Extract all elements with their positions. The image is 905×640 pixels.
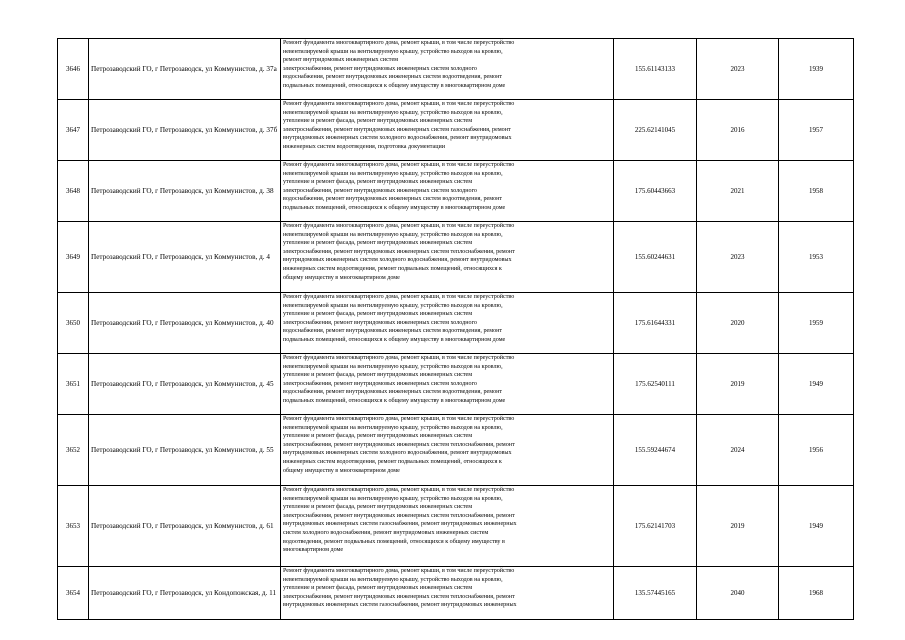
works-line: невентилируемой крыши на вентилируемую крышу, устройство выходов на кровлю, (283, 170, 503, 177)
cost-cell: 155.60244631 (614, 222, 697, 293)
table-row (58, 293, 854, 354)
works-line: утепление и ремонт фасада, ремонт внутридомовых инженерных систем (283, 240, 473, 247)
repair-table (57, 38, 854, 620)
table-body (58, 39, 854, 620)
works-line: ремонт внутридомовых инженерных систем (283, 57, 398, 64)
works-cell (281, 567, 614, 620)
works-line: водоснабжения, ремонт внутридомовых инженерных систем водоотведения, ремонт (283, 74, 503, 81)
build-year-cell: 1968 (779, 567, 854, 620)
table-row (58, 354, 854, 415)
works-line: водоснабжения, ремонт внутридомовых инженерных систем водоотведения, ремонт (283, 328, 503, 335)
works-line: Ремонт фундамента многоквартирного дома, ремонт крыши, в том числе переустройство (283, 416, 515, 422)
works-line: Ремонт фундамента многоквартирного дома, ремонт крыши, в том числе переустройство (283, 101, 515, 107)
works-line: Ремонт фундамента многоквартирного дома, ремонт крыши, в том числе переустройство (283, 487, 515, 493)
build-year-cell: 1953 (779, 222, 854, 293)
works-line: инженерных систем водоотведения, ремонт подвальных помещений, относящихся к (283, 265, 502, 272)
build-year-cell: 1958 (779, 161, 854, 222)
works-line: общему имуществу в многоквартирном доме (283, 467, 400, 474)
address-cell: Петрозаводский ГО, г Петрозаводск, ул Коммунистов, д. 37б (89, 100, 281, 161)
works-line: Ремонт фундамента многоквартирного дома, ремонт крыши, в том числе переустройство (283, 162, 515, 168)
works-line: Ремонт фундамента многоквартирного дома, ремонт крыши, в том числе переустройство (283, 568, 515, 574)
works-line: внутридомовых инженерных систем газоснабжения, ремонт внутридомовых инженерных (283, 521, 517, 528)
works-line: невентилируемой крыши на вентилируемую крышу, устройство выходов на кровлю, (283, 48, 503, 55)
works-cell (281, 293, 614, 354)
works-line: электроснабжения, ремонт внутридомовых инженерных систем холодного (283, 65, 477, 72)
works-cell (281, 486, 614, 567)
cost-cell: 175.60443663 (614, 161, 697, 222)
works-line: невентилируемой крыши на вентилируемую крышу, устройство выходов на кровлю, (283, 363, 503, 370)
works-line: электроснабжения, ремонт внутридомовых инженерных систем теплоснабжения, ремонт (283, 512, 515, 519)
build-year-cell: 1939 (779, 39, 854, 100)
repair-year-cell: 2024 (697, 415, 779, 486)
address-cell: Петрозаводский ГО, г Петрозаводск, ул Коммунистов, д. 37а (89, 39, 281, 100)
repair-year-cell: 2023 (697, 222, 779, 293)
address-cell: Петрозаводский ГО, г Петрозаводск, ул Коммунистов, д. 38 (89, 161, 281, 222)
works-line: подвальных помещений, относящихся к общему имуществу в многоквартирном доме (283, 397, 506, 404)
works-cell (281, 354, 614, 415)
row-number-cell: 3648 (58, 161, 89, 222)
table-row (58, 161, 854, 222)
build-year-cell: 1957 (779, 100, 854, 161)
cost-cell: 225.62141045 (614, 100, 697, 161)
works-line: внутридомовых инженерных систем газоснабжения, ремонт внутридомовых инженерных (283, 602, 517, 609)
works-line: невентилируемой крыши на вентилируемую крышу, устройство выходов на кровлю, (283, 231, 503, 238)
works-line: утепление и ремонт фасада, ремонт внутридомовых инженерных систем (283, 585, 473, 592)
build-year-cell: 1949 (779, 354, 854, 415)
row-number-cell: 3651 (58, 354, 89, 415)
cost-cell: 175.61644331 (614, 293, 697, 354)
table-row (58, 567, 854, 620)
address-cell: Петрозаводский ГО, г Петрозаводск, ул Коммунистов, д. 40 (89, 293, 281, 354)
cost-cell: 175.62540111 (614, 354, 697, 415)
works-line: инженерных систем водоотведения, ремонт подвальных помещений, относящихся к (283, 458, 502, 465)
works-line: инженерных систем водоотведения, подготовка документации (283, 143, 446, 150)
works-line: невентилируемой крыши на вентилируемую крышу, устройство выходов на кровлю, (283, 109, 503, 116)
repair-year-cell: 2019 (697, 486, 779, 567)
works-line: общему имуществу в многоквартирном доме (283, 274, 400, 281)
works-line: электроснабжения, ремонт внутридомовых инженерных систем газоснабжения, ремонт (283, 126, 511, 133)
works-line: систем холодного водоснабжения, ремонт внутридомовых инженерных систем (283, 529, 489, 536)
works-line: утепление и ремонт фасада, ремонт внутридомовых инженерных систем (283, 179, 473, 186)
works-line: Ремонт фундамента многоквартирного дома, ремонт крыши, в том числе переустройство (283, 355, 515, 361)
works-line: водоснабжения, ремонт внутридомовых инженерных систем водоотведения, ремонт (283, 196, 503, 203)
repair-year-cell: 2023 (697, 39, 779, 100)
cost-cell: 175.62141703 (614, 486, 697, 567)
build-year-cell: 1949 (779, 486, 854, 567)
table-row (58, 415, 854, 486)
row-number-cell: 3647 (58, 100, 89, 161)
row-number-cell: 3653 (58, 486, 89, 567)
works-line: многоквартирном доме (283, 547, 344, 554)
works-line: утепление и ремонт фасада, ремонт внутридомовых инженерных систем (283, 433, 473, 440)
works-line: невентилируемой крыши на вентилируемую крышу, устройство выходов на кровлю, (283, 495, 503, 502)
works-cell (281, 161, 614, 222)
repair-year-cell: 2021 (697, 161, 779, 222)
table-row (58, 100, 854, 161)
table-row (58, 222, 854, 293)
works-line: электроснабжения, ремонт внутридомовых инженерных систем теплоснабжения, ремонт (283, 248, 515, 255)
repair-year-cell: 2040 (697, 567, 779, 620)
build-year-cell: 1959 (779, 293, 854, 354)
works-line: внутридомовых инженерных систем холодного водоснабжения, ремонт внутридомовых (283, 135, 512, 142)
works-line: невентилируемой крыши на вентилируемую крышу, устройство выходов на кровлю, (283, 424, 503, 431)
works-line: подвальных помещений, относящихся к общему имуществу в многоквартирном доме (283, 82, 506, 89)
works-line: электроснабжения, ремонт внутридомовых инженерных систем холодного (283, 380, 477, 387)
works-line: электроснабжения, ремонт внутридомовых инженерных систем теплоснабжения, ремонт (283, 593, 515, 600)
works-line: Ремонт фундамента многоквартирного дома, ремонт крыши, в том числе переустройство (283, 294, 515, 300)
works-line: невентилируемой крыши на вентилируемую крышу, устройство выходов на кровлю, (283, 302, 503, 309)
works-line: внутридомовых инженерных систем холодного водоснабжения, ремонт внутридомовых (283, 450, 512, 457)
works-line: электроснабжения, ремонт внутридомовых инженерных систем холодного (283, 187, 477, 194)
works-line: Ремонт фундамента многоквартирного дома, ремонт крыши, в том числе переустройство (283, 40, 515, 46)
cost-cell: 135.57445165 (614, 567, 697, 620)
repair-year-cell: 2019 (697, 354, 779, 415)
works-line: водоснабжения, ремонт внутридомовых инженерных систем водоотведения, ремонт (283, 389, 503, 396)
works-line: утепление и ремонт фасада, ремонт внутридомовых инженерных систем (283, 311, 473, 318)
repair-year-cell: 2020 (697, 293, 779, 354)
address-cell: Петрозаводский ГО, г Петрозаводск, ул Коммунистов, д. 45 (89, 354, 281, 415)
works-cell (281, 39, 614, 100)
row-number-cell: 3652 (58, 415, 89, 486)
row-number-cell: 3646 (58, 39, 89, 100)
cost-cell: 155.61143133 (614, 39, 697, 100)
address-cell: Петрозаводский ГО, г Петрозаводск, ул Коммунистов, д. 4 (89, 222, 281, 293)
works-line: утепление и ремонт фасада, ремонт внутридомовых инженерных систем (283, 372, 473, 379)
address-cell: Петрозаводский ГО, г Петрозаводск, ул Коммунистов, д. 55 (89, 415, 281, 486)
works-line: электроснабжения, ремонт внутридомовых инженерных систем теплоснабжения, ремонт (283, 441, 515, 448)
cost-cell: 155.59244674 (614, 415, 697, 486)
works-line: Ремонт фундамента многоквартирного дома, ремонт крыши, в том числе переустройство (283, 223, 515, 229)
table-row (58, 486, 854, 567)
repair-year-cell: 2016 (697, 100, 779, 161)
address-cell: Петрозаводский ГО, г Петрозаводск, ул Коммунистов, д. 61 (89, 486, 281, 567)
table-row (58, 39, 854, 100)
row-number-cell: 3650 (58, 293, 89, 354)
works-line: подвальных помещений, относящихся к общему имуществу в многоквартирном доме (283, 204, 506, 211)
build-year-cell: 1956 (779, 415, 854, 486)
works-line: подвальных помещений, относящихся к общему имуществу в многоквартирном доме (283, 336, 506, 343)
row-number-cell: 3654 (58, 567, 89, 620)
works-line: внутридомовых инженерных систем холодного водоснабжения, ремонт внутридомовых (283, 257, 512, 264)
works-line: невентилируемой крыши на вентилируемую крышу, устройство выходов на кровлю, (283, 576, 503, 583)
address-cell: Петрозаводский ГО, г Петрозаводск, ул Кондопожская, д. 11 (89, 567, 281, 620)
row-number-cell: 3649 (58, 222, 89, 293)
works-cell (281, 222, 614, 293)
works-line: утепление и ремонт фасада, ремонт внутридомовых инженерных систем (283, 504, 473, 511)
works-cell (281, 415, 614, 486)
works-line: водоотведения, ремонт подвальных помещений, относящихся к общему имуществу в (283, 538, 505, 545)
works-line: утепление и ремонт фасада, ремонт внутридомовых инженерных систем (283, 118, 473, 125)
works-cell (281, 100, 614, 161)
works-line: электроснабжения, ремонт внутридомовых инженерных систем холодного (283, 319, 477, 326)
